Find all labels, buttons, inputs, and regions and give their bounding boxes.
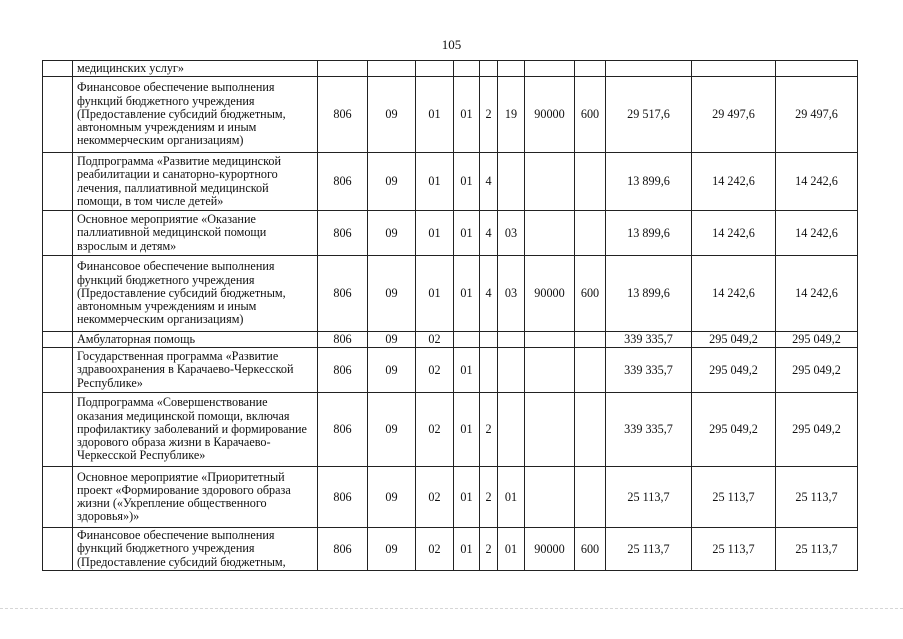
table-row (43, 332, 858, 348)
program-code-cell: 01 (454, 77, 480, 153)
amount-year3-cell: 14 242,6 (776, 153, 858, 211)
item-name-cell: Финансовое обеспечение выполнения функций бюджетного учреждения (Предоставление субсидий бюджетным, (73, 528, 318, 571)
subsection-code-cell: 02 (416, 467, 454, 528)
direction-code-cell (525, 332, 575, 348)
event-code-cell (498, 332, 525, 348)
row-number-cell (43, 528, 73, 571)
event-code-cell: 03 (498, 211, 525, 256)
section-code-cell: 09 (368, 77, 416, 153)
ministry-code-cell: 806 (318, 467, 368, 528)
event-code-cell: 03 (498, 256, 525, 332)
row-number-cell (43, 256, 73, 332)
program-code-cell: 01 (454, 393, 480, 467)
program-code-cell: 01 (454, 256, 480, 332)
row-number-cell (43, 211, 73, 256)
event-code-cell (498, 153, 525, 211)
amount-year2-cell: 295 049,2 (692, 348, 776, 393)
ministry-code-cell: 806 (318, 348, 368, 393)
amount-year3-cell (776, 61, 858, 77)
subsection-code-cell: 02 (416, 348, 454, 393)
subprogram-code-cell (480, 348, 498, 393)
event-code-cell: 19 (498, 77, 525, 153)
amount-year3-cell: 295 049,2 (776, 332, 858, 348)
table-row (43, 256, 858, 332)
amount-year3-cell: 14 242,6 (776, 211, 858, 256)
row-number-cell (43, 153, 73, 211)
section-code-cell (368, 61, 416, 77)
program-code-cell: 01 (454, 348, 480, 393)
subsection-code-cell: 01 (416, 77, 454, 153)
subsection-code-cell: 02 (416, 393, 454, 467)
expense-type-cell: 600 (575, 77, 606, 153)
expense-type-cell (575, 348, 606, 393)
section-code-cell: 09 (368, 256, 416, 332)
item-name-cell: Подпрограмма «Развитие медицинской реабилитации и санаторно-курортного лечения, паллиативной медицинской помощи, в том числе детей» (73, 153, 318, 211)
amount-year3-cell: 25 113,7 (776, 467, 858, 528)
item-name-cell: Основное мероприятие «Оказание паллиативной медицинской помощи взрослым и детям» (73, 211, 318, 256)
expense-type-cell: 600 (575, 256, 606, 332)
table-row (43, 77, 858, 153)
subsection-code-cell: 01 (416, 153, 454, 211)
ministry-code-cell: 806 (318, 211, 368, 256)
row-number-cell (43, 77, 73, 153)
subprogram-code-cell: 4 (480, 256, 498, 332)
subprogram-code-cell (480, 61, 498, 77)
item-name-cell: Подпрограмма «Совершенствование оказания медицинской помощи, включая профилактику заболеваний и формирование здорового образа жизни в Карачаево-Черкесской Республике» (73, 393, 318, 467)
table-row (43, 528, 858, 571)
amount-year2-cell: 295 049,2 (692, 332, 776, 348)
row-number-cell (43, 467, 73, 528)
row-number-cell (43, 393, 73, 467)
item-name-cell: Финансовое обеспечение выполнения функций бюджетного учреждения (Предоставление субсидий бюджетным, автономным учреждениям и иным некоммерческим организациям) (73, 256, 318, 332)
ministry-code-cell: 806 (318, 332, 368, 348)
event-code-cell: 01 (498, 528, 525, 571)
section-code-cell: 09 (368, 211, 416, 256)
direction-code-cell: 90000 (525, 256, 575, 332)
section-code-cell: 09 (368, 153, 416, 211)
ministry-code-cell (318, 61, 368, 77)
direction-code-cell: 90000 (525, 528, 575, 571)
amount-year2-cell: 14 242,6 (692, 153, 776, 211)
table-row (43, 211, 858, 256)
amount-year2-cell: 25 113,7 (692, 528, 776, 571)
item-name-cell: Основное мероприятие «Приоритетный проект «Формирование здорового образа жизни («Укрепление общественного здоровья»)» (73, 467, 318, 528)
program-code-cell: 01 (454, 467, 480, 528)
amount-year1-cell: 25 113,7 (606, 467, 692, 528)
event-code-cell (498, 61, 525, 77)
section-code-cell: 09 (368, 348, 416, 393)
item-name-cell: Амбулаторная помощь (73, 332, 318, 348)
amount-year1-cell: 13 899,6 (606, 153, 692, 211)
item-name-cell: Финансовое обеспечение выполнения функций бюджетного учреждения (Предоставление субсидий бюджетным, автономным учреждениям и иным некоммерческим организациям) (73, 77, 318, 153)
amount-year2-cell: 14 242,6 (692, 211, 776, 256)
budget-table (42, 60, 858, 571)
direction-code-cell (525, 211, 575, 256)
amount-year2-cell: 295 049,2 (692, 393, 776, 467)
row-number-cell (43, 332, 73, 348)
page-number: 105 (441, 37, 462, 52)
expense-type-cell (575, 211, 606, 256)
subprogram-code-cell: 2 (480, 467, 498, 528)
subsection-code-cell: 02 (416, 332, 454, 348)
subprogram-code-cell: 4 (480, 211, 498, 256)
event-code-cell: 01 (498, 467, 525, 528)
expense-type-cell (575, 153, 606, 211)
amount-year1-cell: 339 335,7 (606, 393, 692, 467)
direction-code-cell (525, 393, 575, 467)
table-row (43, 467, 858, 528)
amount-year1-cell: 29 517,6 (606, 77, 692, 153)
amount-year1-cell (606, 61, 692, 77)
expense-type-cell: 600 (575, 528, 606, 571)
amount-year3-cell: 295 049,2 (776, 393, 858, 467)
amount-year2-cell: 29 497,6 (692, 77, 776, 153)
subprogram-code-cell: 2 (480, 528, 498, 571)
section-code-cell: 09 (368, 528, 416, 571)
expense-type-cell (575, 467, 606, 528)
event-code-cell (498, 393, 525, 467)
direction-code-cell (525, 467, 575, 528)
ministry-code-cell: 806 (318, 77, 368, 153)
subsection-code-cell: 02 (416, 528, 454, 571)
program-code-cell: 01 (454, 153, 480, 211)
scan-edge-line (0, 608, 903, 609)
expense-type-cell (575, 332, 606, 348)
subsection-code-cell: 01 (416, 256, 454, 332)
program-code-cell (454, 61, 480, 77)
amount-year2-cell: 25 113,7 (692, 467, 776, 528)
program-code-cell (454, 332, 480, 348)
table-row (43, 61, 858, 77)
amount-year1-cell: 25 113,7 (606, 528, 692, 571)
section-code-cell: 09 (368, 467, 416, 528)
direction-code-cell (525, 61, 575, 77)
amount-year3-cell: 14 242,6 (776, 256, 858, 332)
item-name-cell: медицинских услуг» (73, 61, 318, 77)
event-code-cell (498, 348, 525, 393)
amount-year3-cell: 25 113,7 (776, 528, 858, 571)
row-number-cell (43, 348, 73, 393)
table-body (43, 61, 858, 571)
table-row (43, 153, 858, 211)
table-row (43, 393, 858, 467)
section-code-cell: 09 (368, 332, 416, 348)
direction-code-cell (525, 348, 575, 393)
row-number-cell (43, 61, 73, 77)
table-row (43, 348, 858, 393)
expense-type-cell (575, 393, 606, 467)
subsection-code-cell (416, 61, 454, 77)
subsection-code-cell: 01 (416, 211, 454, 256)
expense-type-cell (575, 61, 606, 77)
ministry-code-cell: 806 (318, 153, 368, 211)
ministry-code-cell: 806 (318, 393, 368, 467)
subprogram-code-cell: 2 (480, 77, 498, 153)
section-code-cell: 09 (368, 393, 416, 467)
subprogram-code-cell: 2 (480, 393, 498, 467)
ministry-code-cell: 806 (318, 256, 368, 332)
program-code-cell: 01 (454, 528, 480, 571)
amount-year1-cell: 339 335,7 (606, 332, 692, 348)
ministry-code-cell: 806 (318, 528, 368, 571)
amount-year1-cell: 13 899,6 (606, 256, 692, 332)
program-code-cell: 01 (454, 211, 480, 256)
amount-year2-cell (692, 61, 776, 77)
subprogram-code-cell (480, 332, 498, 348)
direction-code-cell (525, 153, 575, 211)
subprogram-code-cell: 4 (480, 153, 498, 211)
amount-year1-cell: 339 335,7 (606, 348, 692, 393)
item-name-cell: Государственная программа «Развитие здравоохранения в Карачаево-Черкесской Республике» (73, 348, 318, 393)
amount-year3-cell: 29 497,6 (776, 77, 858, 153)
amount-year1-cell: 13 899,6 (606, 211, 692, 256)
direction-code-cell: 90000 (525, 77, 575, 153)
amount-year3-cell: 295 049,2 (776, 348, 858, 393)
amount-year2-cell: 14 242,6 (692, 256, 776, 332)
